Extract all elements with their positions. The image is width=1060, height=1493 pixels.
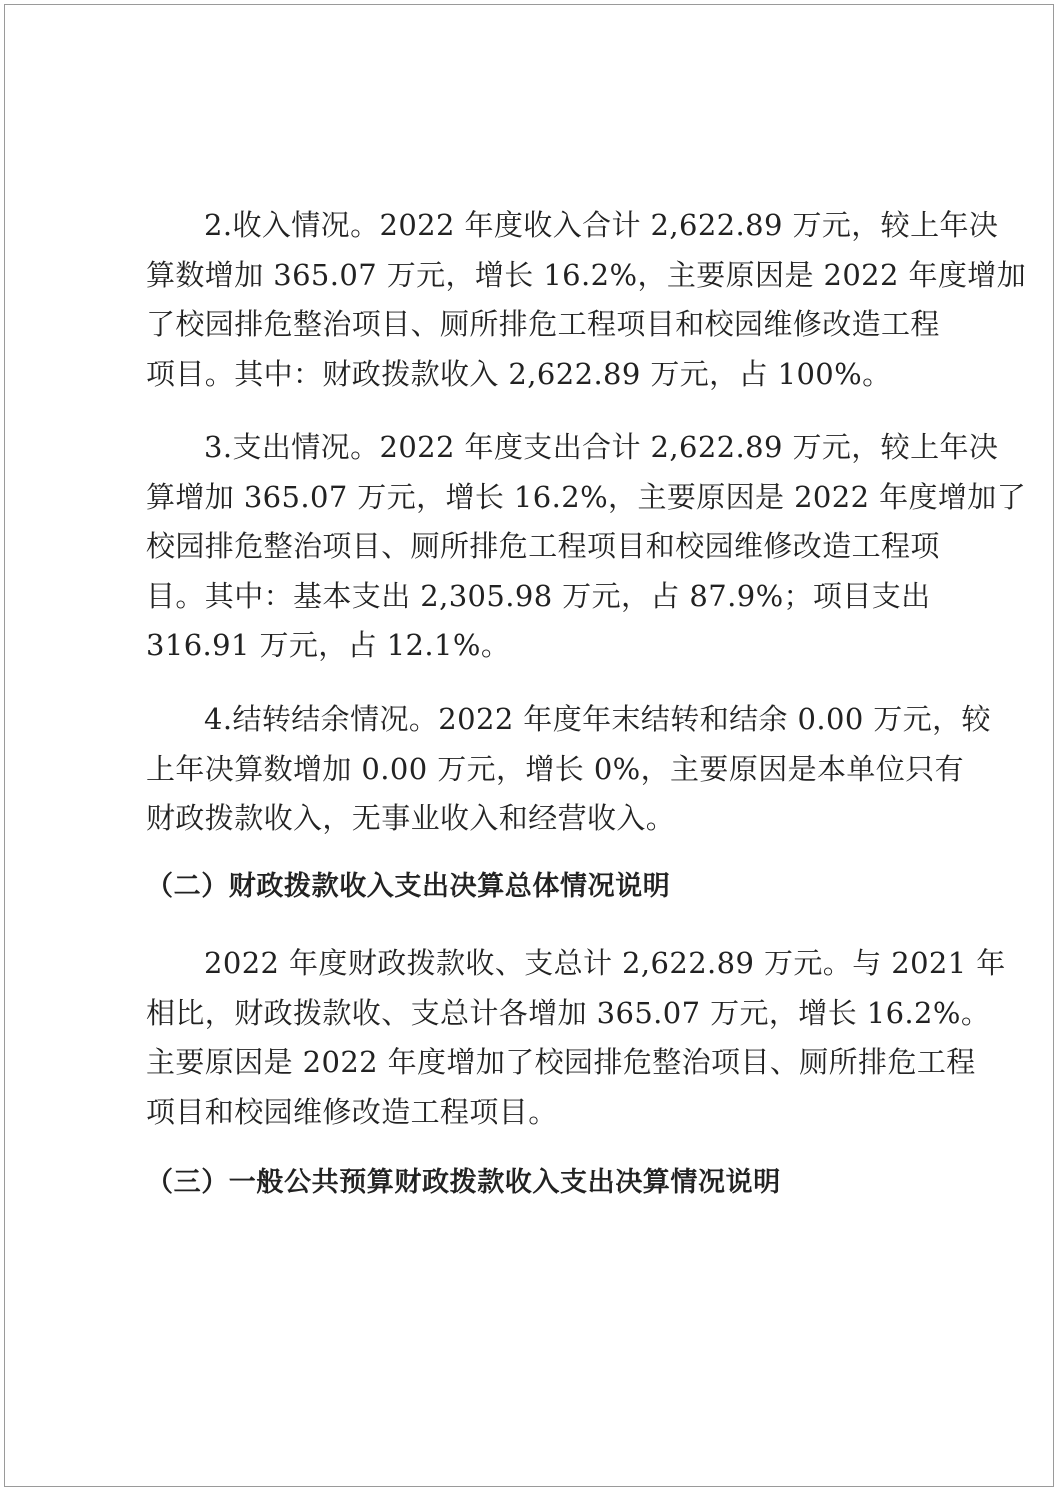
fiscal-line-3: 主要原因是 2022 年度增加了校园排危整治项目、厕所排危工程 bbox=[146, 1045, 976, 1079]
document-page bbox=[4, 4, 1054, 1487]
expense-line-5: 316.91 万元，占 12.1%。 bbox=[146, 628, 511, 662]
balance-line-2: 上年决算数增加 0.00 万元，增长 0%，主要原因是本单位只有 bbox=[146, 751, 965, 786]
expense-line-2: 算增加 365.07 万元，增长 16.2%，主要原因是 2022 年度增加了 bbox=[146, 479, 1027, 514]
fiscal-line-1: 2022 年度财政拨款收、支总计 2,622.89 万元。与 2021 年 bbox=[204, 946, 1006, 980]
balance-line-1: 4.结转结余情况。2022 年度年末结转和结余 0.00 万元，较 bbox=[204, 702, 991, 736]
income-line-2: 算数增加 365.07 万元，增长 16.2%，主要原因是 2022 年度增加 bbox=[146, 257, 1027, 292]
expense-line-3: 校园排危整治项目、厕所排危工程项目和校园维修改造工程项 bbox=[146, 529, 940, 563]
expense-line-1: 3.支出情况。2022 年度支出合计 2,622.89 万元，较上年决 bbox=[204, 430, 999, 464]
fiscal-overall-paragraph bbox=[146, 939, 1006, 1137]
expense-paragraph bbox=[146, 423, 1027, 671]
income-line-4: 项目。其中：财政拨款收入 2,622.89 万元，占 100%。 bbox=[146, 356, 892, 391]
fiscal-line-2: 相比，财政拨款收、支总计各增加 365.07 万元，增长 16.2%。 bbox=[146, 995, 991, 1030]
section-two-heading: （二）财政拨款收入支出决算总体情况说明 bbox=[146, 871, 671, 902]
expense-line-4: 目。其中：基本支出 2,305.98 万元，占 87.9%；项目支出 bbox=[146, 578, 931, 613]
section-three-heading: （三）一般公共预算财政拨款收入支出决算情况说明 bbox=[146, 1167, 781, 1198]
balance-paragraph bbox=[146, 695, 991, 844]
fiscal-line-4: 项目和校园维修改造工程项目。 bbox=[146, 1094, 558, 1129]
income-paragraph bbox=[146, 201, 1027, 399]
balance-line-3: 财政拨款收入，无事业收入和经营收入。 bbox=[146, 801, 676, 835]
income-line-3: 了校园排危整治项目、厕所排危工程项目和校园维修改造工程 bbox=[146, 307, 940, 341]
income-line-1: 2.收入情况。2022 年度收入合计 2,622.89 万元，较上年决 bbox=[204, 208, 999, 242]
